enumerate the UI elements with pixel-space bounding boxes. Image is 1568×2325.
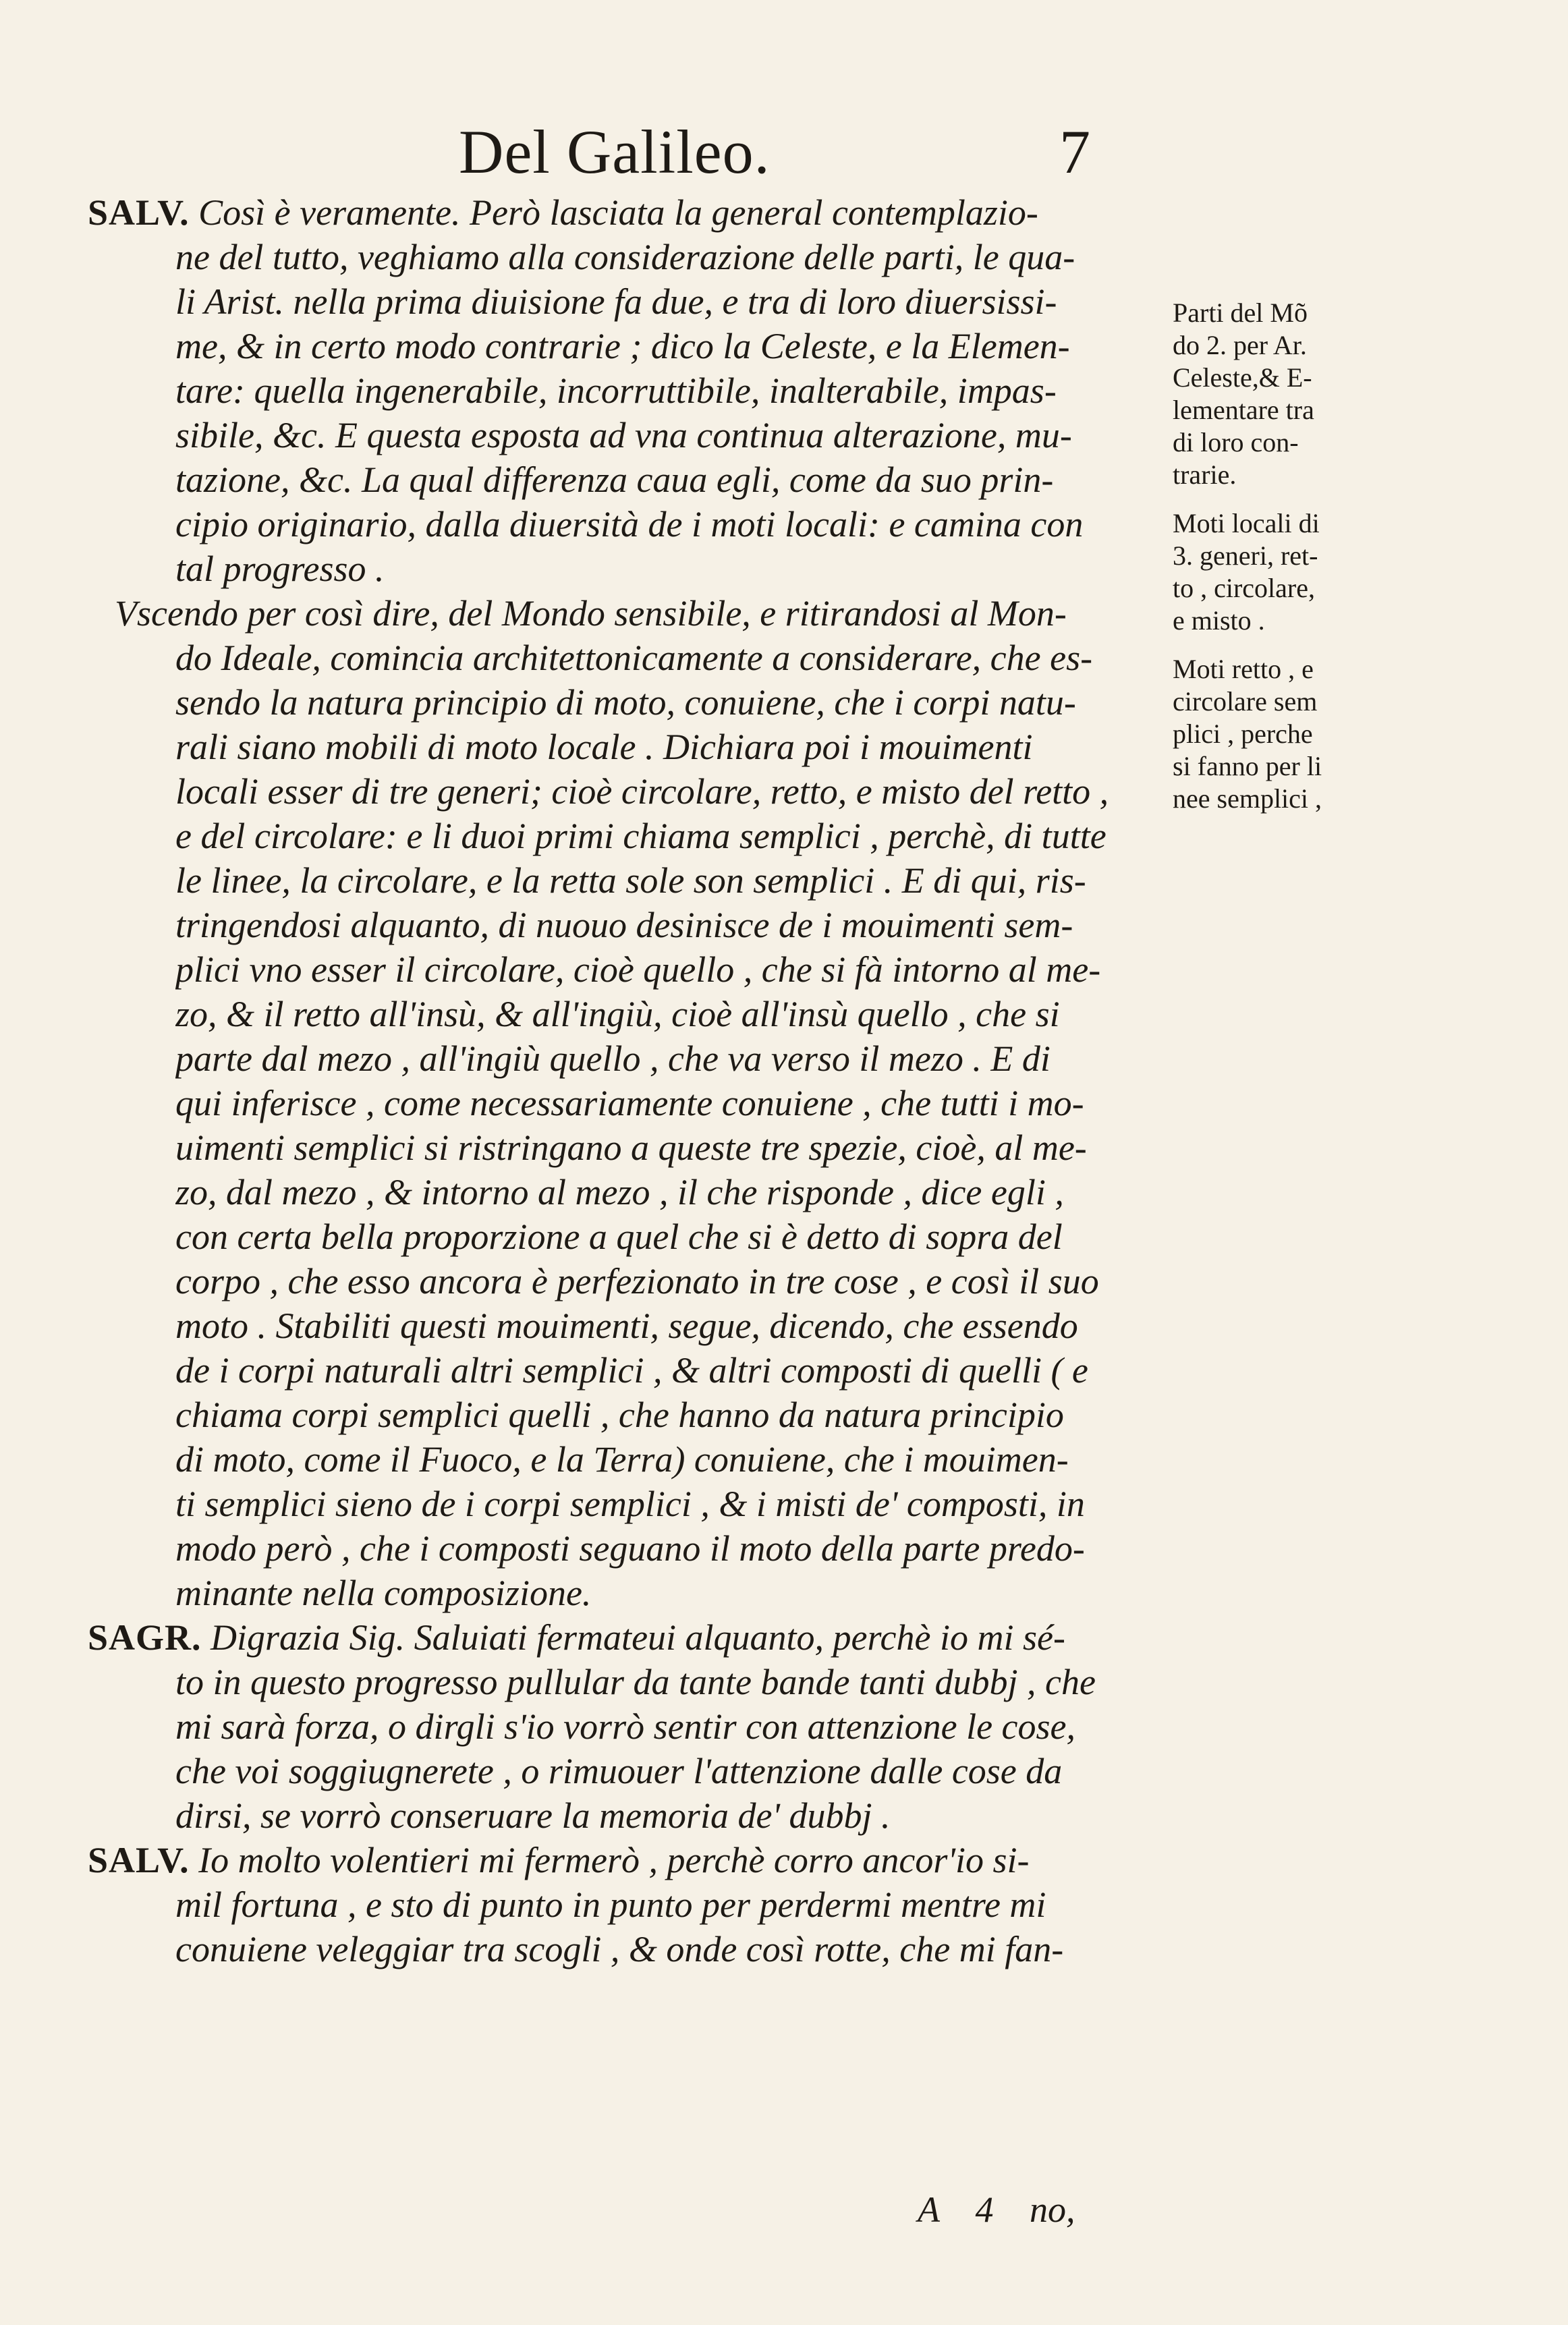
text-line — [175, 1304, 1181, 1348]
text-line — [175, 903, 1181, 947]
line-text: e del circolare: e li duoi primi chiama semplici , perchè, di tutte — [175, 816, 1107, 856]
line-text: plici vno esser il circolare, cioè quello , che si fà intorno al me- — [175, 949, 1101, 990]
text-line — [175, 1482, 1181, 1526]
page-footer — [918, 2186, 1154, 2233]
margin-note-line: Moti locali di — [1173, 508, 1320, 538]
speaker-label: SALV. — [88, 1840, 190, 1880]
text-line — [175, 1036, 1181, 1081]
text-line — [175, 858, 1181, 903]
line-text: tazione, &c. La qual differenza caua egli, come da suo prin- — [175, 459, 1054, 500]
text-line — [175, 636, 1181, 680]
text-line — [175, 502, 1181, 547]
text-line — [175, 1170, 1181, 1214]
margin-note-line: plici , perche — [1173, 719, 1313, 749]
line-text: minante nella composizione. — [175, 1573, 592, 1613]
margin-note-line: di loro con- — [1173, 427, 1299, 457]
line-text: che voi soggiugnerete , o rimuouer l'attenzione dalle cose da — [175, 1751, 1063, 1791]
text-line — [175, 1704, 1181, 1749]
line-text: corpo , che esso ancora è perfezionato in tre cose , e così il suo — [175, 1261, 1099, 1301]
text-line — [175, 1526, 1181, 1571]
line-text: zo, dal mezo , & intorno al mezo , il che risponde , dice egli , — [175, 1172, 1064, 1212]
margin-note-line: Parti del Mõ — [1173, 298, 1308, 328]
line-text: di moto, come il Fuoco, e la Terra) conuiene, che i mouimen- — [175, 1439, 1069, 1480]
line-text: Vscendo per così dire, del Mondo sensibile, e ritirandosi al Mon- — [115, 593, 1067, 634]
line-text: rali siano mobili di moto locale . Dichiara poi i mouimenti — [175, 727, 1033, 767]
page-number: 7 — [1059, 117, 1090, 186]
margin-note — [1173, 297, 1389, 491]
text-line — [175, 1125, 1181, 1170]
margin-note-line: Celeste,& E- — [1173, 362, 1312, 393]
line-text: mi sarà forza, o dirgli s'io vorrò sentir con attenzione le cose, — [175, 1706, 1075, 1747]
text-line — [175, 992, 1181, 1036]
line-text: sibile, &c. E questa esposta ad vna continua alterazione, mu- — [175, 415, 1072, 455]
line-text: sendo la natura principio di moto, conuiene, che i corpi natu- — [175, 682, 1076, 723]
line-text: do Ideale, comincia architettonicamente a considerare, che es- — [175, 638, 1093, 678]
text-line — [175, 680, 1181, 725]
main-text-block — [88, 190, 1181, 2079]
text-line — [175, 235, 1181, 279]
margin-note-line: nee semplici , — [1173, 783, 1322, 814]
text-line — [175, 1259, 1181, 1304]
line-text: Così è veramente. Però lasciata la general contemplazio- — [189, 192, 1038, 233]
text-line — [115, 591, 1181, 636]
line-text: dirsi, se vorrò conseruare la memoria de' dubbj . — [175, 1795, 891, 1836]
line-text: le linee, la circolare, e la retta sole son semplici . E di qui, ris- — [175, 860, 1086, 901]
margin-note-line: trarie. — [1173, 459, 1237, 490]
text-line — [175, 725, 1181, 769]
line-text: chiama corpi semplici quelli , che hanno da natura principio — [175, 1395, 1064, 1435]
line-text: Digrazia Sig. Saluiati fermateui alquanto, perchè io mi sé- — [201, 1617, 1065, 1658]
line-text: ne del tutto, veghiamo alla considerazione delle parti, le qua- — [175, 237, 1075, 277]
text-line — [88, 190, 1167, 235]
line-text: con certa bella proporzione a quel che si è detto di sopra del — [175, 1216, 1063, 1257]
text-line — [175, 547, 1181, 591]
margin-note — [1173, 507, 1389, 637]
text-line — [175, 1348, 1181, 1393]
line-text: me, & in certo modo contrarie ; dico la Celeste, e la Elemen- — [175, 326, 1070, 366]
line-text: tare: quella ingenerabile, incorruttibile, inalterabile, impas- — [175, 370, 1057, 411]
line-text: parte dal mezo , all'ingiù quello , che va verso il mezo . E di — [175, 1038, 1051, 1079]
text-line — [175, 1081, 1181, 1125]
text-line — [175, 1571, 1181, 1615]
line-text: locali esser di tre generi; cioè circolare, retto, e misto del retto , — [175, 771, 1109, 812]
line-text: tal progresso . — [175, 549, 385, 589]
margin-note-line: to , circolare, — [1173, 573, 1315, 603]
text-line — [175, 1660, 1181, 1704]
text-line — [175, 947, 1181, 992]
line-text: li Arist. nella prima diuisione fa due, e tra di loro diuersissi- — [175, 281, 1057, 322]
line-text: uimenti semplici si ristringano a queste tre spezie, cioè, al me- — [175, 1127, 1087, 1168]
text-line — [88, 1838, 1167, 1882]
line-text: zo, & il retto all'insù, & all'ingiù, cioè all'insù quello , che si — [175, 994, 1060, 1034]
margin-note-line: 3. generi, ret- — [1173, 540, 1318, 571]
text-line — [175, 769, 1181, 814]
line-text: tringendosi alquanto, di nuouo desinisce de i mouimenti sem- — [175, 905, 1073, 945]
text-line — [175, 413, 1181, 457]
margin-note-line: si fanno per li — [1173, 751, 1322, 781]
line-text: de i corpi naturali altri semplici , & altri composti di quelli ( e — [175, 1350, 1088, 1391]
signature-mark: A 4 — [918, 2189, 994, 2230]
margin-note-line: Moti retto , e — [1173, 654, 1314, 684]
text-line — [175, 1749, 1181, 1793]
margin-note — [1173, 653, 1389, 815]
line-text: moto . Stabiliti questi mouimenti, segue, dicendo, che essendo — [175, 1306, 1078, 1346]
line-text: modo però , che i composti seguano il moto della parte predo- — [175, 1528, 1085, 1569]
margin-note-line: do 2. per Ar. — [1173, 330, 1307, 360]
margin-note-line: circolare sem — [1173, 686, 1318, 717]
catchword: no, — [1030, 2189, 1075, 2230]
running-head: Del Galileo. — [459, 117, 771, 186]
line-text: qui inferisce , come necessariamente conuiene , che tutti i mo- — [175, 1083, 1084, 1123]
text-line — [175, 1793, 1181, 1838]
line-text: to in questo progresso pullular da tante bande tanti dubbj , che — [175, 1662, 1096, 1702]
text-line — [88, 1615, 1167, 1660]
speaker-label: SAGR. — [88, 1617, 202, 1658]
text-line — [175, 1927, 1181, 1971]
text-line — [175, 814, 1181, 858]
text-line — [175, 1393, 1181, 1437]
line-text: mil fortuna , e sto di punto in punto per perdermi mentre mi — [175, 1884, 1046, 1925]
text-line — [175, 279, 1181, 324]
text-line — [175, 1437, 1181, 1482]
text-line — [175, 368, 1181, 413]
text-line — [175, 1214, 1181, 1259]
text-line — [175, 324, 1181, 368]
line-text: cipio originario, dalla diuersità de i moti locali: e camina con — [175, 504, 1084, 544]
text-line — [175, 1882, 1181, 1927]
line-text: conuiene veleggiar tra scogli , & onde così rotte, che mi fan- — [175, 1929, 1064, 1969]
line-text: Io molto volentieri mi fermerò , perchè corro ancor'io si- — [189, 1840, 1030, 1880]
line-text: ti semplici sieno de i corpi semplici , & i misti de' composti, in — [175, 1484, 1085, 1524]
margin-note-line: lementare tra — [1173, 395, 1314, 425]
text-line — [175, 457, 1181, 502]
speaker-label: SALV. — [88, 192, 190, 233]
margin-note-line: e misto . — [1173, 605, 1265, 636]
margin-notes — [1173, 297, 1389, 831]
